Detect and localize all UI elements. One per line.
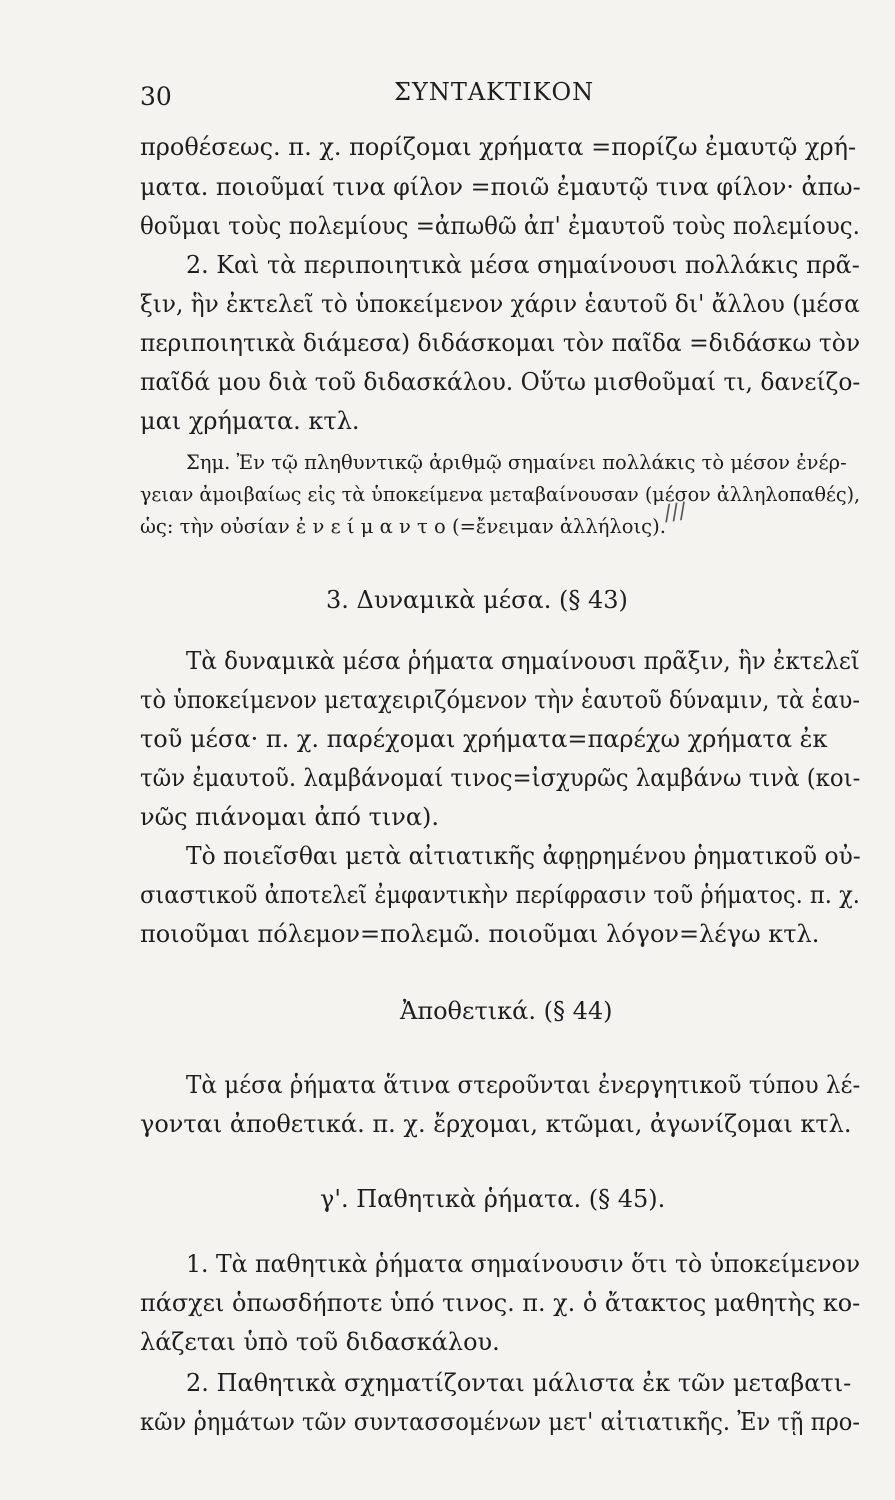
- text-line: περιποιητικὰ διάμεσα) διδάσκομαι τὸν παῖδα =διδάσκω τὸν: [140, 329, 861, 357]
- text-line: λάζεται ὑπὸ τοῦ διδασκάλου.: [140, 1328, 500, 1356]
- note-line: Σημ. Ἐν τῷ πληθυντικῷ ἀριθμῷ σημαίνει πολλάκις τὸ μέσον ἐνέρ-: [186, 451, 847, 474]
- text-line: νῶς πιάνομαι ἀπό τινα).: [140, 803, 440, 831]
- text-line: ματα. ποιοῦμαί τινα φίλον =ποιῶ ἐμαυτῷ τινα φίλον· ἀπω-: [140, 173, 861, 201]
- section-heading: γ'. Παθητικὰ ῥήματα. (§ 45).: [320, 1185, 666, 1213]
- text-line: τῶν ἐμαυτοῦ. λαμβάνομαί τινος=ἰσχυρῶς λαμβάνω τινὰ (κοι-: [140, 764, 861, 792]
- note-line: γειαν ἀμοιβαίως εἰς τὰ ὑποκείμενα μεταβαίνουσαν (μέσον ἀλληλοπαθές),: [140, 483, 861, 506]
- text-line: Τὰ δυναμικὰ μέσα ῥήματα σημαίνουσι πρᾶξιν, ἣν ἐκτελεῖ: [186, 647, 860, 675]
- text-line: μαι χρήματα. κτλ.: [140, 407, 360, 435]
- text-line: ξιν, ἣν ἐκτελεῖ τὸ ὑποκείμενον χάριν ἑαυτοῦ δι' ἄλλου (μέσα: [140, 290, 860, 318]
- text-line: κῶν ῥημάτων τῶν συντασσομένων μετ' αἰτιατικῆς. Ἐν τῇ προ-: [140, 1408, 860, 1436]
- text-line: 1. Τὰ παθητικὰ ῥήματα σημαίνουσιν ὅτι τὸ ὑποκείμενον: [186, 1250, 861, 1278]
- text-line: 2. Καὶ τὰ περιποιητικὰ μέσα σημαίνουσι πολλάκις πρᾶ-: [186, 251, 860, 279]
- running-title: ΣΥΝΤΑΚΤΙΚΟΝ: [394, 78, 595, 106]
- text-line: τοῦ μέσα· π. χ. παρέχομαι χρήματα=παρέχω χρήματα ἐκ: [140, 725, 828, 753]
- text-line: θοῦμαι τοὺς πολεμίους =ἀπωθῶ ἀπ' ἐμαυτοῦ τοὺς πολεμίους.: [140, 212, 860, 240]
- text-line: παῖδά μου διὰ τοῦ διδασκάλου. Οὕτω μισθοῦμαί τι, δανείζο-: [140, 368, 861, 396]
- page-number: 30: [140, 82, 172, 111]
- text-line: γονται ἀποθετικά. π. χ. ἔρχομαι, κτῶμαι, ἀγωνίζομαι κτλ.: [140, 1110, 852, 1138]
- margin-mark: ///: [662, 498, 688, 527]
- text-line: πάσχει ὁπωσδήποτε ὑπό τινος. π. χ. ὁ ἄτακτος μαθητὴς κο-: [140, 1289, 861, 1317]
- text-line: 2. Παθητικὰ σχηματίζονται μάλιστα ἐκ τῶν μεταβατι-: [186, 1369, 852, 1397]
- note-line: ὡς: τὴν οὐσίαν ἐ ν ε ί μ α ν τ ο (=ἔνειμαν ἀλλήλοις).: [140, 515, 666, 538]
- text-line: σιαστικοῦ ἀποτελεῖ ἐμφαντικὴν περίφρασιν τοῦ ῥήματος. π. χ.: [140, 881, 860, 909]
- text-line: Τὰ μέσα ῥήματα ἅτινα στεροῦνται ἐνεργητικοῦ τύπου λέ-: [186, 1071, 861, 1099]
- text-line: Τὸ ποιεῖσθαι μετὰ αἰτιατικῆς ἀφῃρημένου ῥηματικοῦ οὐ-: [186, 842, 861, 870]
- text-line: προθέσεως. π. χ. πορίζομαι χρήματα =πορίζω ἐμαυτῷ χρή-: [140, 133, 857, 161]
- text-line: τὸ ὑποκείμενον μεταχειριζόμενον τὴν ἑαυτοῦ δύναμιν, τὰ ἑαυ-: [140, 686, 860, 714]
- section-heading: Ἀποθετικά. (§ 44): [400, 997, 613, 1025]
- section-heading: 3. Δυναμικὰ μέσα. (§ 43): [326, 586, 628, 614]
- text-line: ποιοῦμαι πόλεμον=πολεμῶ. ποιοῦμαι λόγον=λέγω κτλ.: [140, 920, 820, 948]
